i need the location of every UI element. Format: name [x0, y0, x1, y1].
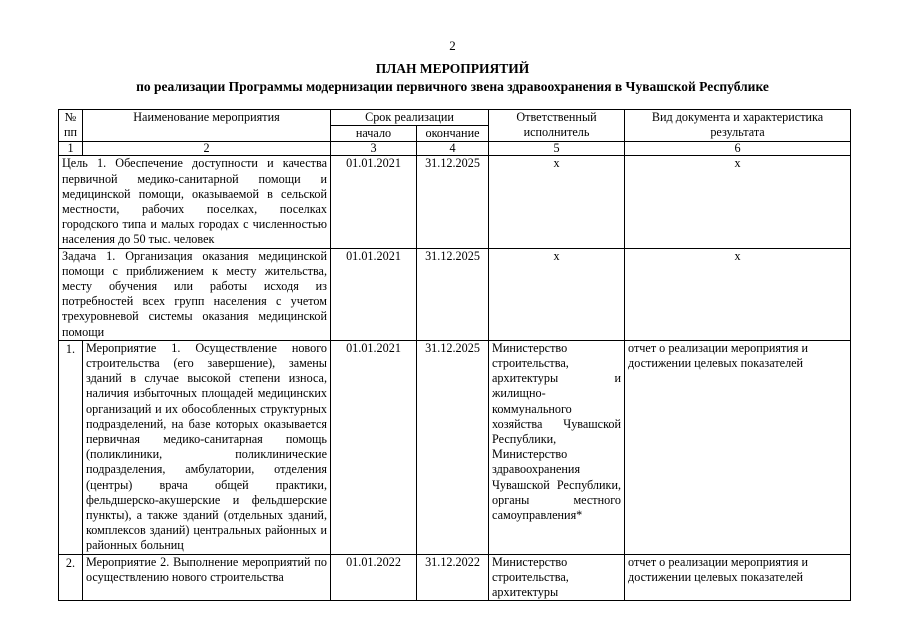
- measure-start: 01.01.2021: [331, 340, 417, 554]
- measure-name: Мероприятие 2. Выполнение мероприятий по осуществлению нового строительства: [83, 554, 331, 601]
- table-row-goal: [59, 156, 851, 248]
- header-result: Вид документа и характеристика результата: [625, 110, 851, 142]
- table-row-task: [59, 248, 851, 340]
- measure-end: 31.12.2022: [417, 554, 489, 601]
- measure-name: Мероприятие 1. Осуществление нового строительства (его завершение), замены зданий в случае высокой степени износа, наличия избыточных площадей медицинских организаций и их обособленных структурных подразделений, на базе которых оказывается первичная медико-санитарная помощь (поликлиники, поликлинические подразделения, амбулатории, отделения (центры) врача общей практики, фельдшерско-акушерские и фельдшерские пункты), а также зданий (отдельных зданий, комплексов зданий) центральных районных и районных больниц: [83, 340, 331, 554]
- header-responsible: Ответственный исполнитель: [489, 110, 625, 142]
- table-row: [59, 340, 851, 554]
- col-index-1: 1: [59, 142, 83, 156]
- task-responsible: x: [489, 248, 625, 340]
- row-number: 1.: [59, 340, 83, 554]
- measure-start: 01.01.2022: [331, 554, 417, 601]
- header-name: Наименование мероприятия: [83, 110, 331, 142]
- measure-responsible: Министерство строительства, архитектуры и жилищно-коммунального хозяйства Чувашской Республики, Министерство здравоохранения Чувашской Республики, органы местного самоуправления*: [489, 340, 625, 554]
- header-term: Срок реализации: [331, 110, 489, 126]
- measure-end: 31.12.2025: [417, 340, 489, 554]
- header-end: окончание: [417, 126, 489, 142]
- col-index-3: 3: [331, 142, 417, 156]
- col-index-4: 4: [417, 142, 489, 156]
- col-index-5: 5: [489, 142, 625, 156]
- task-start: 01.01.2021: [331, 248, 417, 340]
- row-number: 2.: [59, 554, 83, 601]
- table-row: [59, 554, 851, 601]
- task-result: x: [625, 248, 851, 340]
- measure-result: отчет о реализации мероприятия и достижении целевых показателей: [625, 340, 851, 554]
- page-number: 2: [449, 38, 456, 53]
- task-end: 31.12.2025: [417, 248, 489, 340]
- measure-responsible: Министерство строительства, архитектуры: [489, 554, 625, 601]
- col-index-2: 2: [83, 142, 331, 156]
- measure-result: отчет о реализации мероприятия и достижении целевых показателей: [625, 554, 851, 601]
- goal-start: 01.01.2021: [331, 156, 417, 248]
- header-num: № пп: [59, 110, 83, 142]
- goal-responsible: x: [489, 156, 625, 248]
- column-index-row: [59, 142, 851, 156]
- goal-name: Цель 1. Обеспечение доступности и качества первичной медико-санитарной помощи и медицинской помощи, оказываемой в сельской местности, рабочих поселках, поселках городского типа и малых городах с численностью населения до 50 тыс. человек: [59, 156, 331, 248]
- task-name: Задача 1. Организация оказания медицинской помощи с приближением к месту жительства, месту обучения или работы исходя из потребностей всех групп населения с учетом трехуровневой системы оказания медицинской помощи: [59, 248, 331, 340]
- title-line-1: ПЛАН МЕРОПРИЯТИЙ: [375, 61, 530, 76]
- header-start: начало: [331, 126, 417, 142]
- goal-end: 31.12.2025: [417, 156, 489, 248]
- header-row: [59, 110, 851, 126]
- goal-result: x: [625, 156, 851, 248]
- col-index-6: 6: [625, 142, 851, 156]
- document-title: [0, 60, 905, 96]
- title-line-2: по реализации Программы модернизации первичного звена здравоохранения в Чувашской Республике: [136, 79, 769, 94]
- plan-table: [58, 109, 851, 601]
